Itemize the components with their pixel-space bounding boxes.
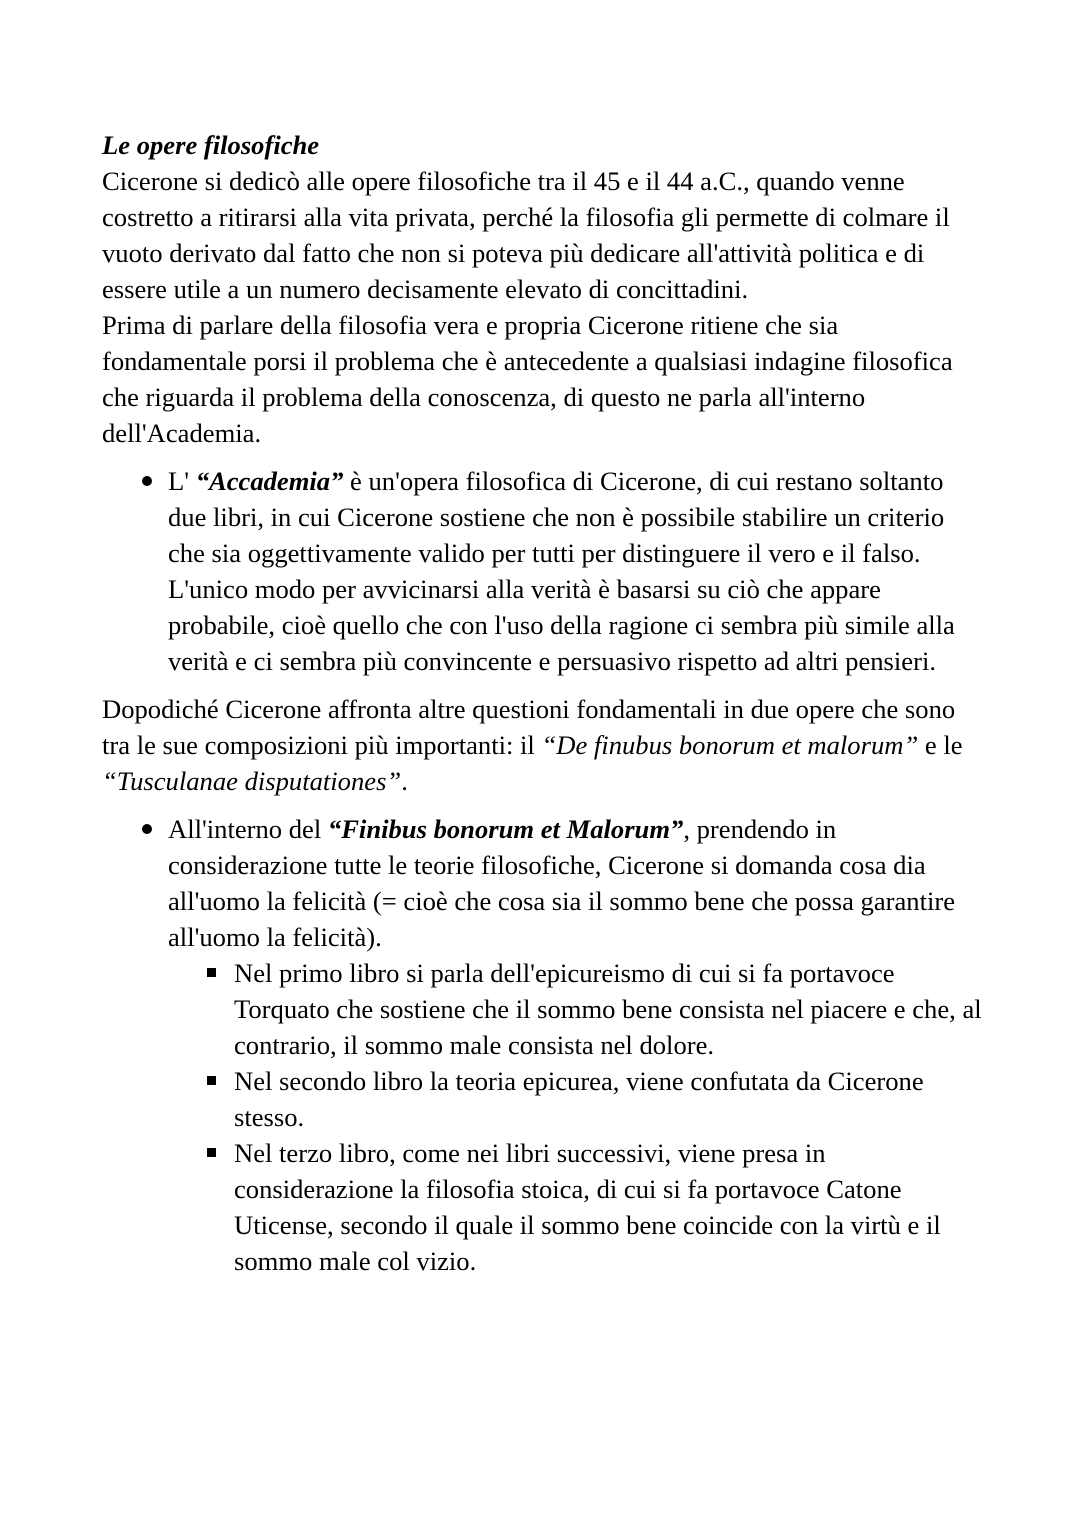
sub-item-book-3: Nel terzo libro, come nei libri successivi, viene presa in considerazione la filosofia stoica, di cui si fa portavoce Catone Uticense, secondo il quale il sommo bene coincide con la virtù e il sommo male col vizio.	[234, 1135, 982, 1279]
work-title-finibus: “Finibus bonorum et Malorum”	[327, 814, 684, 844]
bullet-text-continuation: L'unico modo per avvicinarsi alla verità è basarsi su ciò che appare probabile, cioè quello che con l'uso della ragione ci sembra più simile alla verità e ci sembra più convincente e persuasivo rispetto ad altri pensieri.	[168, 574, 955, 676]
bullet-item-finibus	[168, 811, 982, 1279]
bullet-text-body: è un'opera filosofica di Cicerone, di cui restano soltanto due libri, in cui Cicerone sostiene che non è possibile stabilire un criterio che sia oggettivamente valido per tutti per distinguere il vero e il falso.	[168, 466, 945, 568]
paragraph-text-b: e le	[918, 730, 963, 760]
work-title-de-finibus: “De finubus bonorum et malorum”	[541, 730, 919, 760]
work-title-accademia: “Accademia”	[195, 466, 344, 496]
sub-list-books	[168, 955, 982, 1279]
section-heading: Le opere filosofiche	[102, 130, 320, 160]
paragraph-knowledge: Prima di parlare della filosofia vera e propria Cicerone ritiene che sia fondamentale porsi il problema che è antecedente a qualsiasi indagine filosofica che riguarda il problema della conoscenza, di questo ne parla all'interno dell'Academia.	[102, 310, 953, 448]
paragraph-intro: Cicerone si dedicò alle opere filosofiche tra il 45 e il 44 a.C., quando venne costretto a ritirarsi alla vita privata, perché la filosofia gli permette di colmare il vuoto derivato dal fatto che non si poteva più dedicare all'attività politica e di essere utile a un numero decisamente elevato di concittadini.	[102, 166, 950, 304]
paragraph-other-works	[102, 691, 982, 799]
bullet-text-body: , prendendo in considerazione tutte le teorie filosofiche, Cicerone si domanda cosa dia all'uomo la felicità (= cioè che cosa sia il sommo bene che possa garantire all'uomo la felicità).	[168, 814, 956, 952]
document-body	[102, 127, 982, 1291]
bullet-text-prefix: All'interno del	[168, 814, 328, 844]
work-title-tusculanae: “Tusculanae disputationes”	[102, 766, 402, 796]
paragraph-text-c: .	[401, 766, 408, 796]
bullet-list-finibus	[102, 811, 982, 1279]
paragraph-text-a: Dopodiché Cicerone affronta altre questioni fondamentali in due opere che sono tra le sue composizioni più importanti: il	[102, 694, 956, 760]
sub-item-book-2: Nel secondo libro la teoria epicurea, viene confutata da Cicerone stesso.	[234, 1063, 982, 1135]
bullet-text-prefix: L'	[168, 466, 196, 496]
bullet-list-academia	[102, 463, 982, 679]
sub-item-book-1: Nel primo libro si parla dell'epicureismo di cui si fa portavoce Torquato che sostiene che il sommo bene consista nel piacere e che, al contrario, il sommo male consista nel dolore.	[234, 955, 982, 1063]
bullet-item-academia	[168, 463, 982, 679]
